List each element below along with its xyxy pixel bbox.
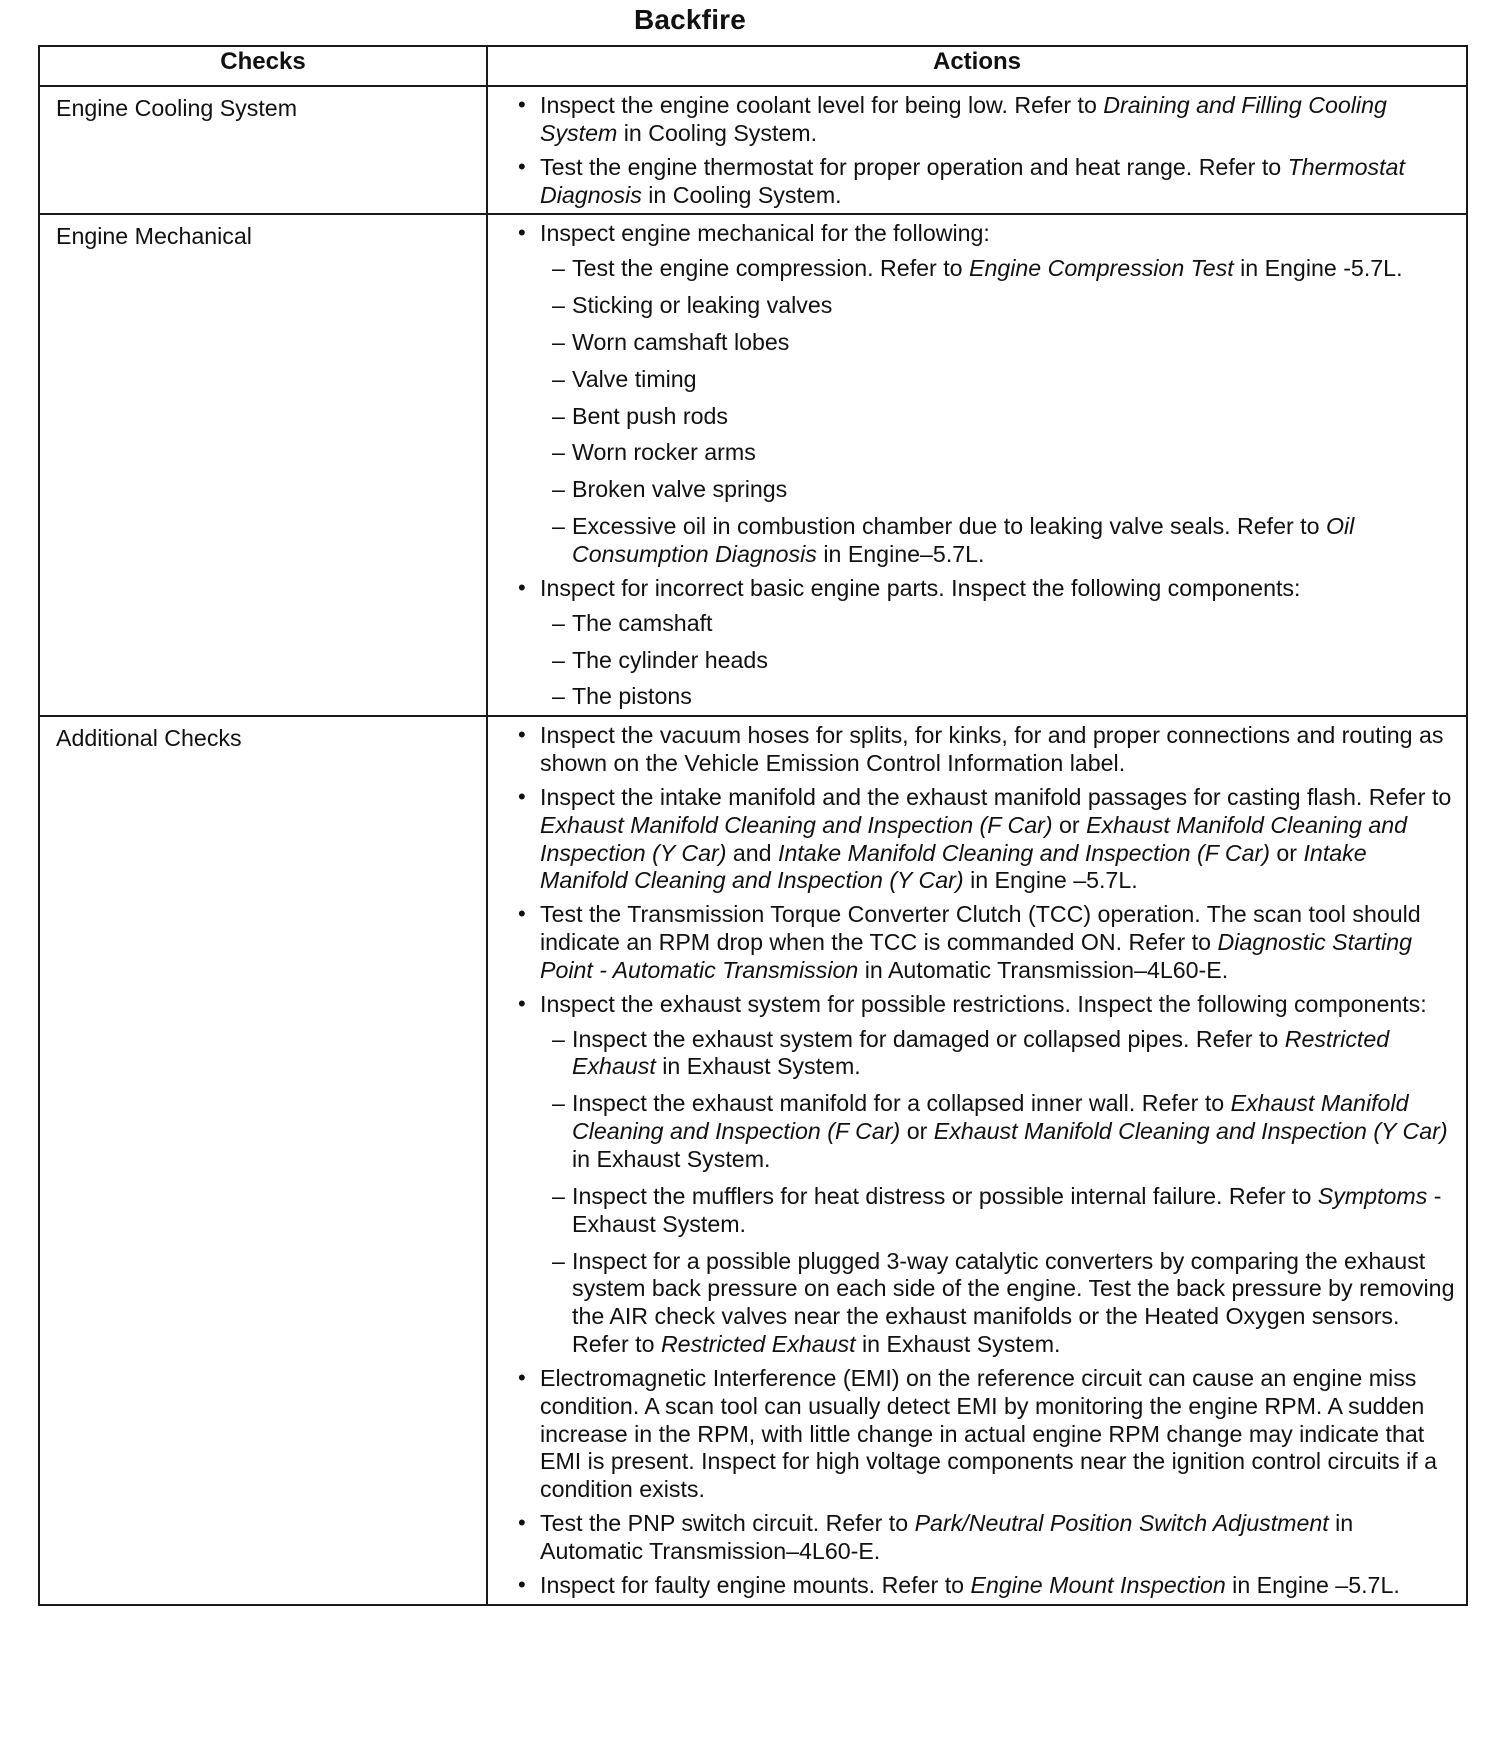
sub-action-item — [540, 1090, 1458, 1174]
table-row — [39, 86, 1467, 214]
action-item — [518, 575, 1458, 711]
sub-action-item — [540, 1248, 1458, 1359]
table-body — [39, 86, 1467, 1605]
text-run: Inspect the vacuum hoses for splits, for kinks, for and proper connections and routing as shown on the Vehicle Emission Control Information label. — [540, 722, 1444, 777]
reference-link: Exhaust Manifold Cleaning and Inspection (Y Car) — [933, 1118, 1448, 1145]
reference-link: Exhaust Manifold Cleaning and Inspection (Y Car) — [540, 811, 1408, 866]
reference-link: Restricted Exhaust — [572, 1025, 1390, 1080]
text-run: Inspect for incorrect basic engine parts. Inspect the following components: — [540, 574, 1301, 601]
reference-link: Thermostat Diagnosis — [540, 153, 1405, 208]
actions-cell — [487, 716, 1467, 1604]
action-item — [518, 92, 1458, 148]
action-text — [540, 575, 1458, 603]
sub-action-list — [540, 255, 1458, 569]
action-text — [540, 92, 1458, 148]
text-run: Test the Transmission Torque Converter Clutch (TCC) operation. The scan tool should indicate an RPM drop when the TCC is commanded ON. Refer to — [540, 901, 1421, 956]
action-item — [518, 784, 1458, 895]
text-run: in Exhaust System. — [572, 1146, 771, 1172]
reference-link: Intake Manifold Cleaning and Inspection (F Car) — [778, 839, 1270, 866]
text-run: Sticking or leaking valves — [572, 292, 833, 319]
text-run: Bent push rods — [572, 402, 728, 429]
actions-cell — [487, 86, 1467, 214]
action-text — [540, 784, 1458, 895]
action-text — [540, 1572, 1458, 1600]
text-run: in Automatic Transmission–4L60-E. — [858, 956, 1229, 983]
action-item — [518, 991, 1458, 1359]
reference-link: Park/Neutral Position Switch Adjustment — [914, 1510, 1329, 1537]
action-item — [518, 901, 1458, 985]
sub-action-item — [540, 476, 1458, 504]
text-run: Valve timing — [572, 365, 697, 392]
action-item — [518, 1572, 1458, 1600]
action-item — [518, 154, 1458, 210]
table-row — [39, 716, 1467, 1604]
action-item — [518, 1510, 1458, 1566]
text-run: or — [1269, 839, 1304, 866]
text-run: The pistons — [572, 683, 692, 710]
check-cell — [39, 214, 487, 716]
actions-cell — [487, 214, 1467, 716]
text-run: Test the engine compression. Refer to — [572, 255, 969, 282]
reference-link: Intake Manifold Cleaning and Inspection (Y Car) — [540, 839, 1367, 894]
text-run: in Engine –5.7L. — [963, 867, 1138, 894]
header-row — [39, 46, 1467, 86]
reference-link: Exhaust Manifold Cleaning and Inspection (F Car) — [540, 811, 1053, 838]
text-run: The cylinder heads — [572, 646, 768, 673]
sub-action-item — [540, 255, 1458, 283]
sub-action-item — [540, 439, 1458, 467]
action-item — [518, 722, 1458, 778]
sub-action-list — [540, 1026, 1458, 1359]
sub-action-item — [540, 1183, 1458, 1239]
text-run: Inspect the engine coolant level for being low. Refer to — [540, 92, 1104, 118]
sub-action-list — [540, 610, 1458, 712]
action-text — [540, 154, 1458, 210]
action-list — [518, 220, 1458, 711]
text-run: Excessive oil in combustion chamber due to leaking valve seals. Refer to — [572, 513, 1326, 540]
action-text — [540, 901, 1458, 985]
reference-link: Diagnostic Starting Point - Automatic Transmission — [540, 929, 1413, 983]
check-cell — [39, 716, 487, 1604]
text-run: Worn camshaft lobes — [572, 328, 790, 355]
check-label: Engine Cooling System — [56, 95, 298, 121]
text-run: The camshaft — [572, 609, 713, 636]
checks-column-header: Checks — [39, 46, 487, 86]
reference-link: Engine Mount Inspection — [970, 1571, 1226, 1598]
text-run: Inspect the exhaust system for possible restrictions. Inspect the following components: — [540, 990, 1427, 1017]
text-run: Inspect for faulty engine mounts. Refer to — [540, 1571, 971, 1598]
action-text — [540, 722, 1458, 778]
backfire-table — [38, 45, 1468, 1606]
check-label: Additional Checks — [56, 725, 242, 752]
action-text — [540, 991, 1458, 1019]
text-run: Broken valve springs — [572, 476, 788, 503]
action-list — [518, 722, 1458, 1599]
sub-action-item — [540, 403, 1458, 431]
check-cell — [39, 86, 487, 214]
action-text — [540, 1365, 1458, 1504]
check-label: Engine Mechanical — [56, 223, 252, 250]
sub-action-item — [540, 292, 1458, 320]
action-item — [518, 1365, 1458, 1504]
action-list — [518, 92, 1458, 209]
sub-action-item — [540, 1026, 1458, 1082]
reference-link: Engine Compression Test — [968, 255, 1234, 282]
text-run: Inspect the exhaust manifold for a collapsed inner wall. Refer to — [572, 1090, 1231, 1117]
actions-column-header: Actions — [487, 46, 1467, 86]
action-text — [540, 1510, 1458, 1566]
text-run: and — [726, 839, 779, 866]
action-item — [518, 220, 1458, 568]
text-run: Inspect the exhaust system for damaged or collapsed pipes. Refer to — [572, 1025, 1285, 1052]
document-title: Backfire — [633, 4, 747, 35]
text-run: in Exhaust System. — [655, 1053, 861, 1080]
sub-action-item — [540, 683, 1458, 711]
text-run: in Cooling System. — [617, 119, 818, 146]
text-run: in Automatic Transmission–4L60-E. — [540, 1510, 1354, 1564]
reference-link: Exhaust Manifold Cleaning and Inspection (F Car) — [572, 1090, 1409, 1145]
text-run: Test the engine thermostat for proper operation and heat range. Refer to — [540, 153, 1288, 180]
text-run: in Engine –5.7L. — [1225, 1571, 1400, 1598]
text-run: Inspect engine mechanical for the following: — [540, 220, 990, 247]
sub-action-item — [540, 513, 1458, 569]
text-run: Test the PNP switch circuit. Refer to — [540, 1510, 915, 1537]
sub-action-item — [540, 329, 1458, 357]
reference-link: Draining and Filling Cooling System — [540, 92, 1387, 146]
text-run: Inspect the intake manifold and the exhaust manifold passages for casting flash. Refer to — [540, 783, 1452, 810]
text-run: or — [1052, 811, 1087, 838]
text-run: or — [900, 1118, 934, 1145]
text-run: Worn rocker arms — [572, 439, 756, 466]
sub-action-item — [540, 647, 1458, 675]
sub-action-item — [540, 610, 1458, 638]
text-run: in Cooling System. — [641, 181, 842, 208]
text-run: in Engine–5.7L. — [816, 540, 985, 567]
sub-action-item — [540, 366, 1458, 394]
text-run: - Exhaust System. — [572, 1182, 1442, 1237]
action-text — [540, 220, 1458, 248]
reference-link: Symptoms — [1317, 1182, 1428, 1209]
text-run: Inspect the mufflers for heat distress or possible internal failure. Refer to — [572, 1182, 1318, 1209]
text-run: Inspect for a possible plugged 3-way catalytic converters by comparing the exhaust system back pressure on each side of the engine. Test the back pressure by removing the AIR check valves near the exhaust manifolds or the Heated Oxygen sensors. Refer to — [572, 1247, 1455, 1358]
text-run: in Exhaust System. — [855, 1331, 1061, 1358]
table-row — [39, 214, 1467, 716]
reference-link: Oil Consumption Diagnosis — [572, 513, 1355, 567]
text-run: Electromagnetic Interference (EMI) on the reference circuit can cause an engine miss condition. A scan tool can usually detect EMI by monitoring the engine RPM. A sudden increase in the RPM, with little change in actual engine RPM change may indicate that EMI is present. Inspect for high voltage components near the ignition control circuits if a condition exists. — [540, 1364, 1438, 1503]
reference-link: Restricted Exhaust — [660, 1331, 856, 1358]
text-run: in Engine -5.7L. — [1233, 255, 1403, 282]
